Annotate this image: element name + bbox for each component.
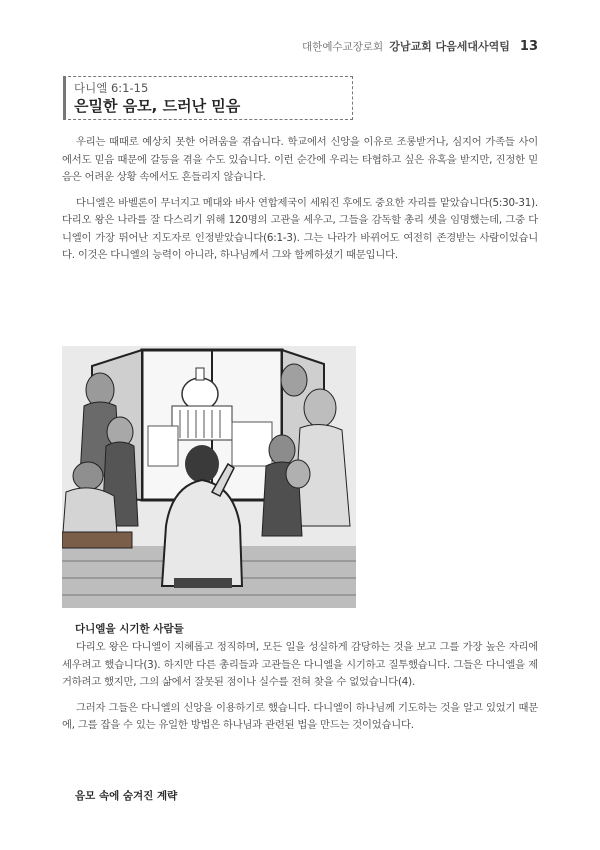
section1-text	[62, 639, 538, 735]
title-box	[63, 76, 353, 120]
running-header	[302, 38, 538, 54]
paragraph: 우리는 때때로 예상치 못한 어려움을 겪습니다. 학교에서 신앙을 이유로 조롱받거나, 심지어 가족들 사이에서도 믿음 때문에 갈등을 겪을 수도 있습니다. 이런 순간에 우리는 타협하고 싶은 유혹을 받지만, 진정한 믿음은 어려운 상황 속에서도 흔들리지 않습니다.	[62, 136, 538, 183]
scripture-reference: 다니엘 6:1-15	[74, 81, 149, 95]
daniel-praying-illustration	[62, 346, 356, 608]
section-heading: 음모 속에 숨겨진 계략	[75, 790, 178, 802]
paragraph: 다니엘은 바벨론이 무너지고 메대와 바사 연합제국이 세워진 후에도 중요한 자리를 맡았습니다(5:30-31). 다리오 왕은 나라를 잘 다스리기 위해 120명의 고관을 세우고, 그들을 감독할 총리 셋을 임명했는데, 그중 다니엘이 가장 뛰어난 지도자로 인정받았습니다(6:1-3). 그는 나라가 바뀌어도 여전히 존경받는 사람이었습니다. 이것은 다니엘의 능력이 아니라, 하나님께서 그와 함께하셨기 때문입니다.	[62, 196, 538, 261]
ministry-name: 강남교회 다음세대사역팀	[389, 40, 510, 53]
page-number: 13	[519, 39, 538, 54]
paragraph: 다리오 왕은 다니엘이 지혜롭고 정직하며, 모든 일을 성실하게 감당하는 것을 보고 그를 가장 높은 자리에 세우려고 했습니다(3). 하지만 다른 총리들과 고관들은 다니엘을 시기하고 질투했습니다. 그들은 다니엘을 제거하려고 했지만, 그의 삶에서 잘못된 점이나 실수를 전혀 찾을 수 없었습니다(4).	[62, 641, 538, 688]
church-org-name: 대한예수교장로회	[302, 41, 384, 53]
paragraph: 그러자 그들은 다니엘의 신앙을 이용하기로 했습니다. 다니엘이 하나님께 기도하는 것을 알고 있었기 때문에, 그를 잡을 수 있는 유일한 방법은 하나님과 관련된 법을 만드는 것이었습니다.	[62, 701, 538, 731]
sermon-title: 은밀한 음모, 드러난 믿음	[74, 97, 241, 115]
section-heading: 다니엘을 시기한 사람들	[75, 623, 184, 635]
intro-text	[62, 134, 538, 265]
